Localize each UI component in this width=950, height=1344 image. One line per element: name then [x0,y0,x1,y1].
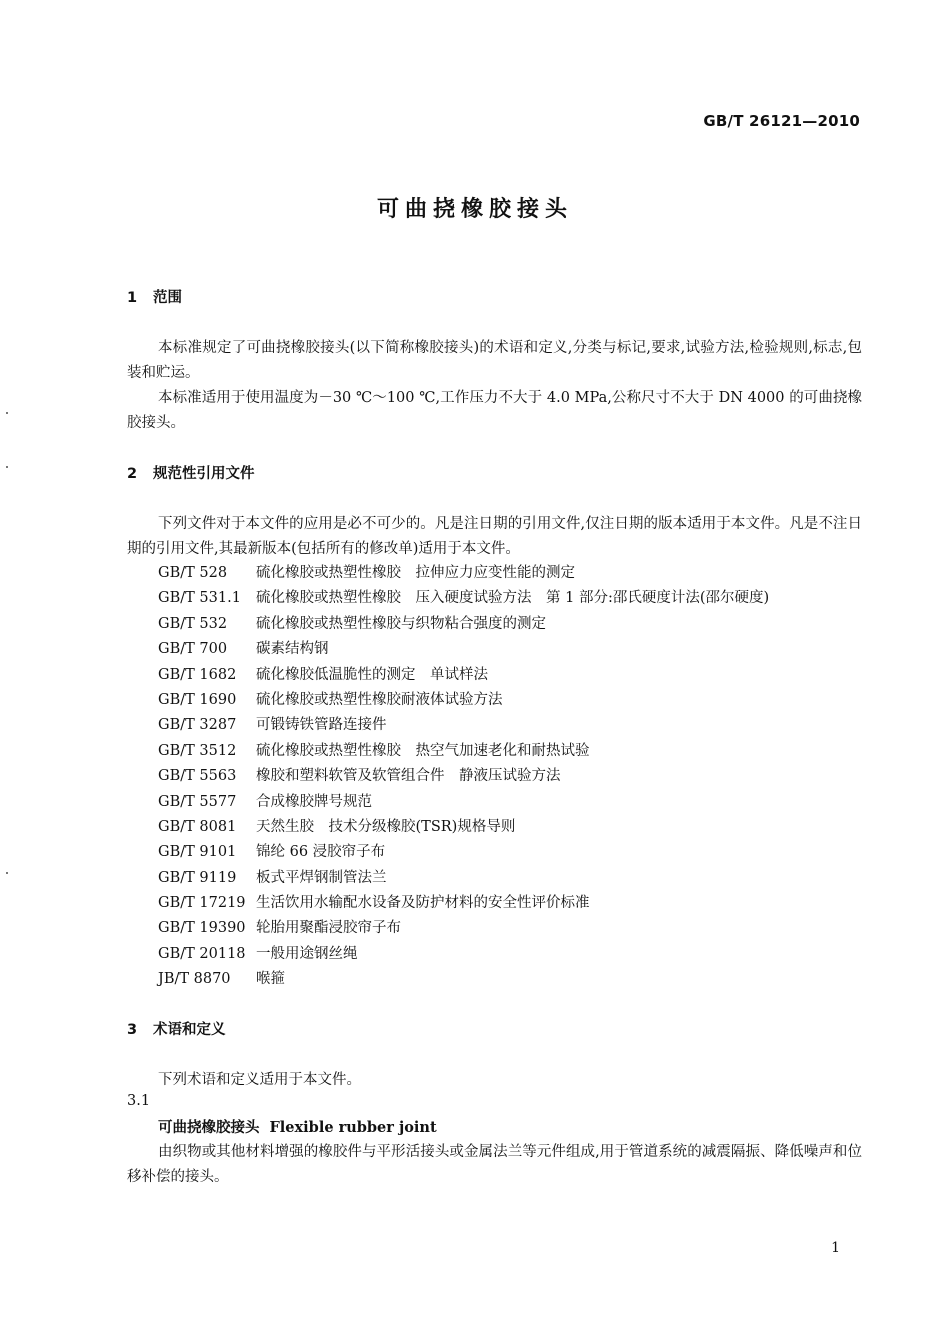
reference-title: 可锻铸铁管路连接件 [256,717,387,734]
reference-item [158,840,769,865]
section-number: 1 [127,290,138,306]
reference-title: 硫化橡胶或热塑性橡胶与织物粘合强度的测定 [256,615,546,632]
reference-code: GB/T 3287 [158,717,237,734]
reference-item [158,942,769,967]
reference-code: GB/T 20118 [158,945,246,962]
section-title: 术语和定义 [153,1022,226,1038]
reference-title: 板式平焊钢制管法兰 [256,869,387,886]
reference-item [158,764,769,789]
reference-code: GB/T 9119 [158,869,237,886]
reference-code: GB/T 9101 [158,844,237,861]
document-title: 可曲挠橡胶接头 [376,197,573,222]
reference-code: GB/T 8081 [158,818,237,835]
reference-title: 硫化橡胶或热塑性橡胶耐液体试验方法 [256,691,503,708]
section-heading-terms-definitions [127,1018,226,1039]
reference-code: GB/T 5563 [158,768,237,785]
reference-item [158,916,769,941]
reference-code: GB/T 531.1 [158,590,241,607]
reference-code: GB/T 3512 [158,742,237,759]
term-number: 3.1 [127,1093,151,1109]
reference-title: 硫化橡胶或热塑性橡胶 压入硬度试验方法 第 1 部分:邵氏硬度计法(邵尔硬度) [256,590,770,607]
reference-item [158,967,769,992]
section-heading-scope [127,286,182,307]
reference-item [158,663,769,688]
reference-title: 橡胶和塑料软管及软管组合件 静液压试验方法 [256,768,561,785]
term-name-zh: 可曲挠橡胶接头 [158,1120,260,1136]
reference-title: 合成橡胶牌号规范 [256,793,372,810]
reference-item [158,713,769,738]
references-intro-paragraph: 下列文件对于本文件的应用是必不可少的。凡是注日期的引用文件,仅注日期的版本适用于本文件。凡是不注日期的引用文件,其最新版本(包括所有的修改单)适用于本文件。 [127,516,862,557]
section-title: 规范性引用文件 [153,466,255,482]
scope-paragraph-2: 本标准适用于使用温度为－30 ℃～100 ℃,工作压力不大于 4.0 MPa,公称尺寸不大于 DN 4000 的可曲挠橡胶接头。 [127,390,862,431]
reference-code: GB/T 528 [158,565,228,581]
reference-code: GB/T 1682 [158,666,237,683]
reference-code: GB/T 1690 [158,691,237,708]
term-definition: 由织物或其他材料增强的橡胶件与平形活接头或金属法兰等元件组成,用于管道系统的减震隔振、降低噪声和位移补偿的接头。 [127,1144,862,1185]
reference-title: 锦纶 66 浸胶帘子布 [256,844,386,861]
reference-item [158,866,769,891]
reference-title: 一般用途钢丝绳 [256,945,358,962]
reference-title: 硫化橡胶或热塑性橡胶 热空气加速老化和耐热试验 [256,742,590,759]
section-number: 2 [127,466,138,482]
scan-speck [6,466,8,468]
reference-item [158,815,769,840]
page-number: 1 [831,1240,840,1256]
reference-title: 硫化橡胶或热塑性橡胶 拉伸应力应变性能的测定 [256,565,575,581]
section-number: 3 [127,1022,138,1038]
reference-list [158,561,769,993]
scope-paragraph-1: 本标准规定了可曲挠橡胶接头(以下简称橡胶接头)的术语和定义,分类与标记,要求,试验方法,检验规则,标志,包装和贮运。 [127,340,862,381]
reference-item [158,688,769,713]
reference-item [158,586,769,611]
reference-title: 喉箍 [256,971,285,988]
reference-item [158,561,769,586]
reference-title: 生活饮用水输配水设备及防护材料的安全性评价标准 [256,895,590,912]
reference-item [158,612,769,637]
reference-title: 天然生胶 技术分级橡胶(TSR)规格导则 [256,818,516,835]
reference-title: 碳素结构钢 [256,641,329,658]
reference-code: GB/T 5577 [158,793,237,810]
section-title: 范围 [153,290,182,306]
terms-intro-paragraph: 下列术语和定义适用于本文件。 [158,1072,361,1088]
reference-title: 轮胎用聚酯浸胶帘子布 [256,920,401,937]
reference-item [158,790,769,815]
reference-code: JB/T 8870 [158,971,231,988]
scan-speck [6,872,8,874]
reference-item [158,891,769,916]
reference-code: GB/T 19390 [158,920,246,937]
reference-code: GB/T 17219 [158,895,246,912]
scan-speck [6,412,8,414]
reference-code: GB/T 700 [158,641,228,658]
reference-item [158,637,769,662]
term-name-en: Flexible rubber joint [269,1119,437,1136]
reference-title: 硫化橡胶低温脆性的测定 单试样法 [256,666,488,683]
section-heading-normative-references [127,462,255,483]
reference-item [158,739,769,764]
reference-code: GB/T 532 [158,615,228,632]
term-name [158,1116,437,1137]
standard-code: GB/T 26121—2010 [703,112,860,130]
